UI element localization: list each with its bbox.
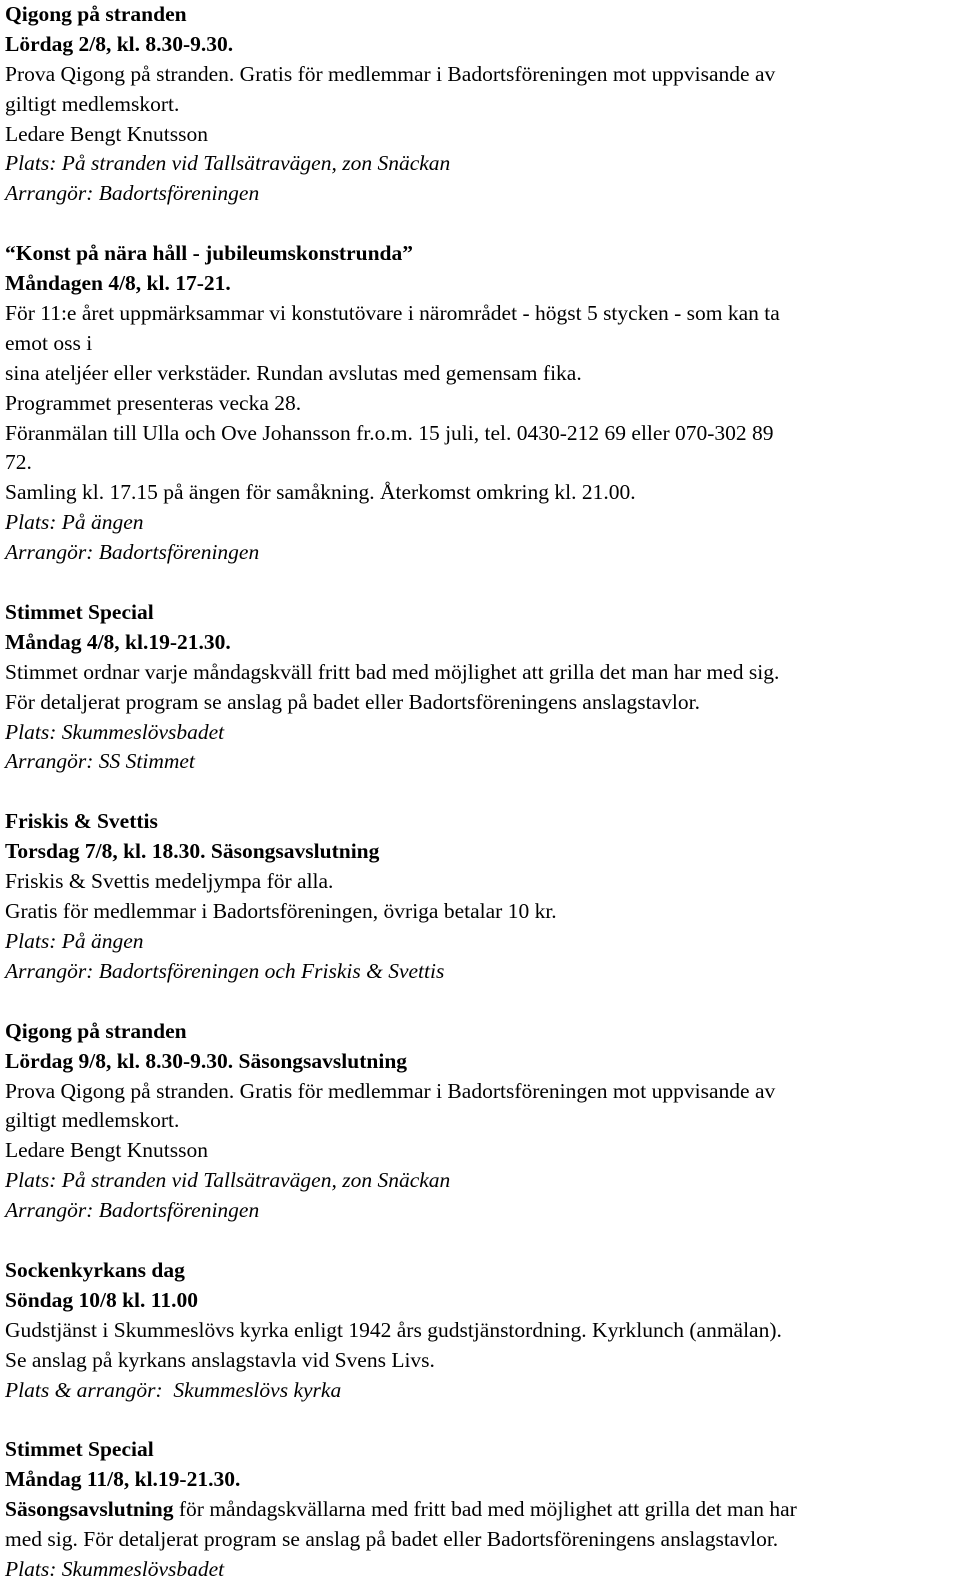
event-description: Stimmet ordnar varje måndagskväll fritt bad med möjlighet att grilla det man har med sig. <box>5 659 780 684</box>
event-description-text: för måndagskvällarna med fritt bad med möjlighet att grilla det man har <box>173 1497 797 1522</box>
season-end-label: Säsongsavslutning <box>5 1497 174 1522</box>
event-leader: Ledare Bengt Knutsson <box>5 1138 209 1163</box>
event-title: “Konst på nära håll - jubileumskonstrunda” <box>5 241 414 266</box>
spacer <box>5 777 955 807</box>
event-title: Qigong på stranden <box>5 2 187 26</box>
event-description: Gudstjänst i Skummeslövs kyrka enligt 1942 års gudstjänstordning. Kyrklunch (anmälan). <box>5 1317 782 1342</box>
event-description: För 11:e året uppmärksammar vi konstutövare i närområdet - högst 5 stycken - som kan ta <box>5 301 780 326</box>
event-organizer: Arrangör: SS Stimmet <box>5 749 195 774</box>
event-place: Plats: På ängen <box>5 928 144 953</box>
event-description: 72. <box>5 450 32 475</box>
event-organizer: Arrangör: Badortsföreningen <box>5 1198 260 1223</box>
event-place: Plats: Skummeslövsbadet <box>5 1556 225 1581</box>
event-qigong-1 <box>5 0 955 209</box>
event-description: med sig. För detaljerat program se anslag på badet eller Badortsföreningens anslagstavlor. <box>5 1527 779 1552</box>
event-place: Plats: På ängen <box>5 510 144 535</box>
spacer <box>5 209 955 239</box>
event-title: Qigong på stranden <box>5 1018 187 1043</box>
spacer <box>5 987 955 1017</box>
event-datetime: Lördag 9/8, kl. 8.30-9.30. Säsongsavslutning <box>5 1048 408 1073</box>
spacer <box>5 1226 955 1256</box>
event-description: giltigt medlemskort. <box>5 91 180 116</box>
event-konst <box>5 239 955 568</box>
event-title: Stimmet Special <box>5 600 154 625</box>
event-sockenkyrkans-dag <box>5 1256 955 1405</box>
event-place-organizer: Plats & arrangör: Skummeslövs kyrka <box>5 1377 342 1402</box>
event-stimmet-2 <box>5 1435 955 1584</box>
event-datetime: Måndag 11/8, kl.19-21.30. <box>5 1467 241 1492</box>
event-stimmet-1 <box>5 598 955 777</box>
event-description: Friskis & Svettis medeljympa för alla. <box>5 869 334 894</box>
event-place: Plats: Skummeslövsbadet <box>5 719 225 744</box>
event-datetime: Måndagen 4/8, kl. 17-21. <box>5 271 231 296</box>
event-description: Samling kl. 17.15 på ängen för samåkning. Återkomst omkring kl. 21.00. <box>5 480 636 505</box>
event-organizer: Arrangör: Badortsföreningen <box>5 540 260 565</box>
event-datetime: Lördag 2/8, kl. 8.30-9.30. <box>5 31 234 56</box>
event-title: Stimmet Special <box>5 1437 154 1462</box>
event-qigong-2 <box>5 1017 955 1226</box>
event-description: Programmet presenteras vecka 28. <box>5 390 302 415</box>
event-place: Plats: På stranden vid Tallsätravägen, zon Snäckan <box>5 1168 451 1193</box>
event-title: Friskis & Svettis <box>5 809 158 834</box>
event-description: giltigt medlemskort. <box>5 1108 180 1133</box>
event-friskis <box>5 807 955 986</box>
event-description: Prova Qigong på stranden. Gratis för medlemmar i Badortsföreningen mot uppvisande av <box>5 1078 776 1103</box>
event-datetime: Måndag 4/8, kl.19-21.30. <box>5 629 231 654</box>
event-leader: Ledare Bengt Knutsson <box>5 121 209 146</box>
event-description <box>5 1495 955 1525</box>
event-description: Gratis för medlemmar i Badortsföreningen, övriga betalar 10 kr. <box>5 899 557 924</box>
event-description: Se anslag på kyrkans anslagstavla vid Svens Livs. <box>5 1347 435 1372</box>
spacer <box>5 1405 955 1435</box>
event-datetime: Torsdag 7/8, kl. 18.30. Säsongsavslutning <box>5 839 380 864</box>
event-description: emot oss i <box>5 330 93 355</box>
event-description: sina ateljéer eller verkstäder. Rundan avslutas med gemensam fika. <box>5 360 582 385</box>
spacer <box>5 568 955 598</box>
event-organizer: Arrangör: Badortsföreningen <box>5 181 260 206</box>
event-description: För detaljerat program se anslag på badet eller Badortsföreningens anslagstavlor. <box>5 689 700 714</box>
event-datetime: Söndag 10/8 kl. 11.00 <box>5 1287 198 1312</box>
event-title: Sockenkyrkans dag <box>5 1257 185 1282</box>
event-description: Prova Qigong på stranden. Gratis för medlemmar i Badortsföreningen mot uppvisande av <box>5 61 776 86</box>
event-organizer: Arrangör: Badortsföreningen och Friskis & Svettis <box>5 958 445 983</box>
event-description: Föranmälan till Ulla och Ove Johansson fr.o.m. 15 juli, tel. 0430-212 69 eller 070-302 89 <box>5 420 774 445</box>
event-place: Plats: På stranden vid Tallsätravägen, zon Snäckan <box>5 151 451 176</box>
